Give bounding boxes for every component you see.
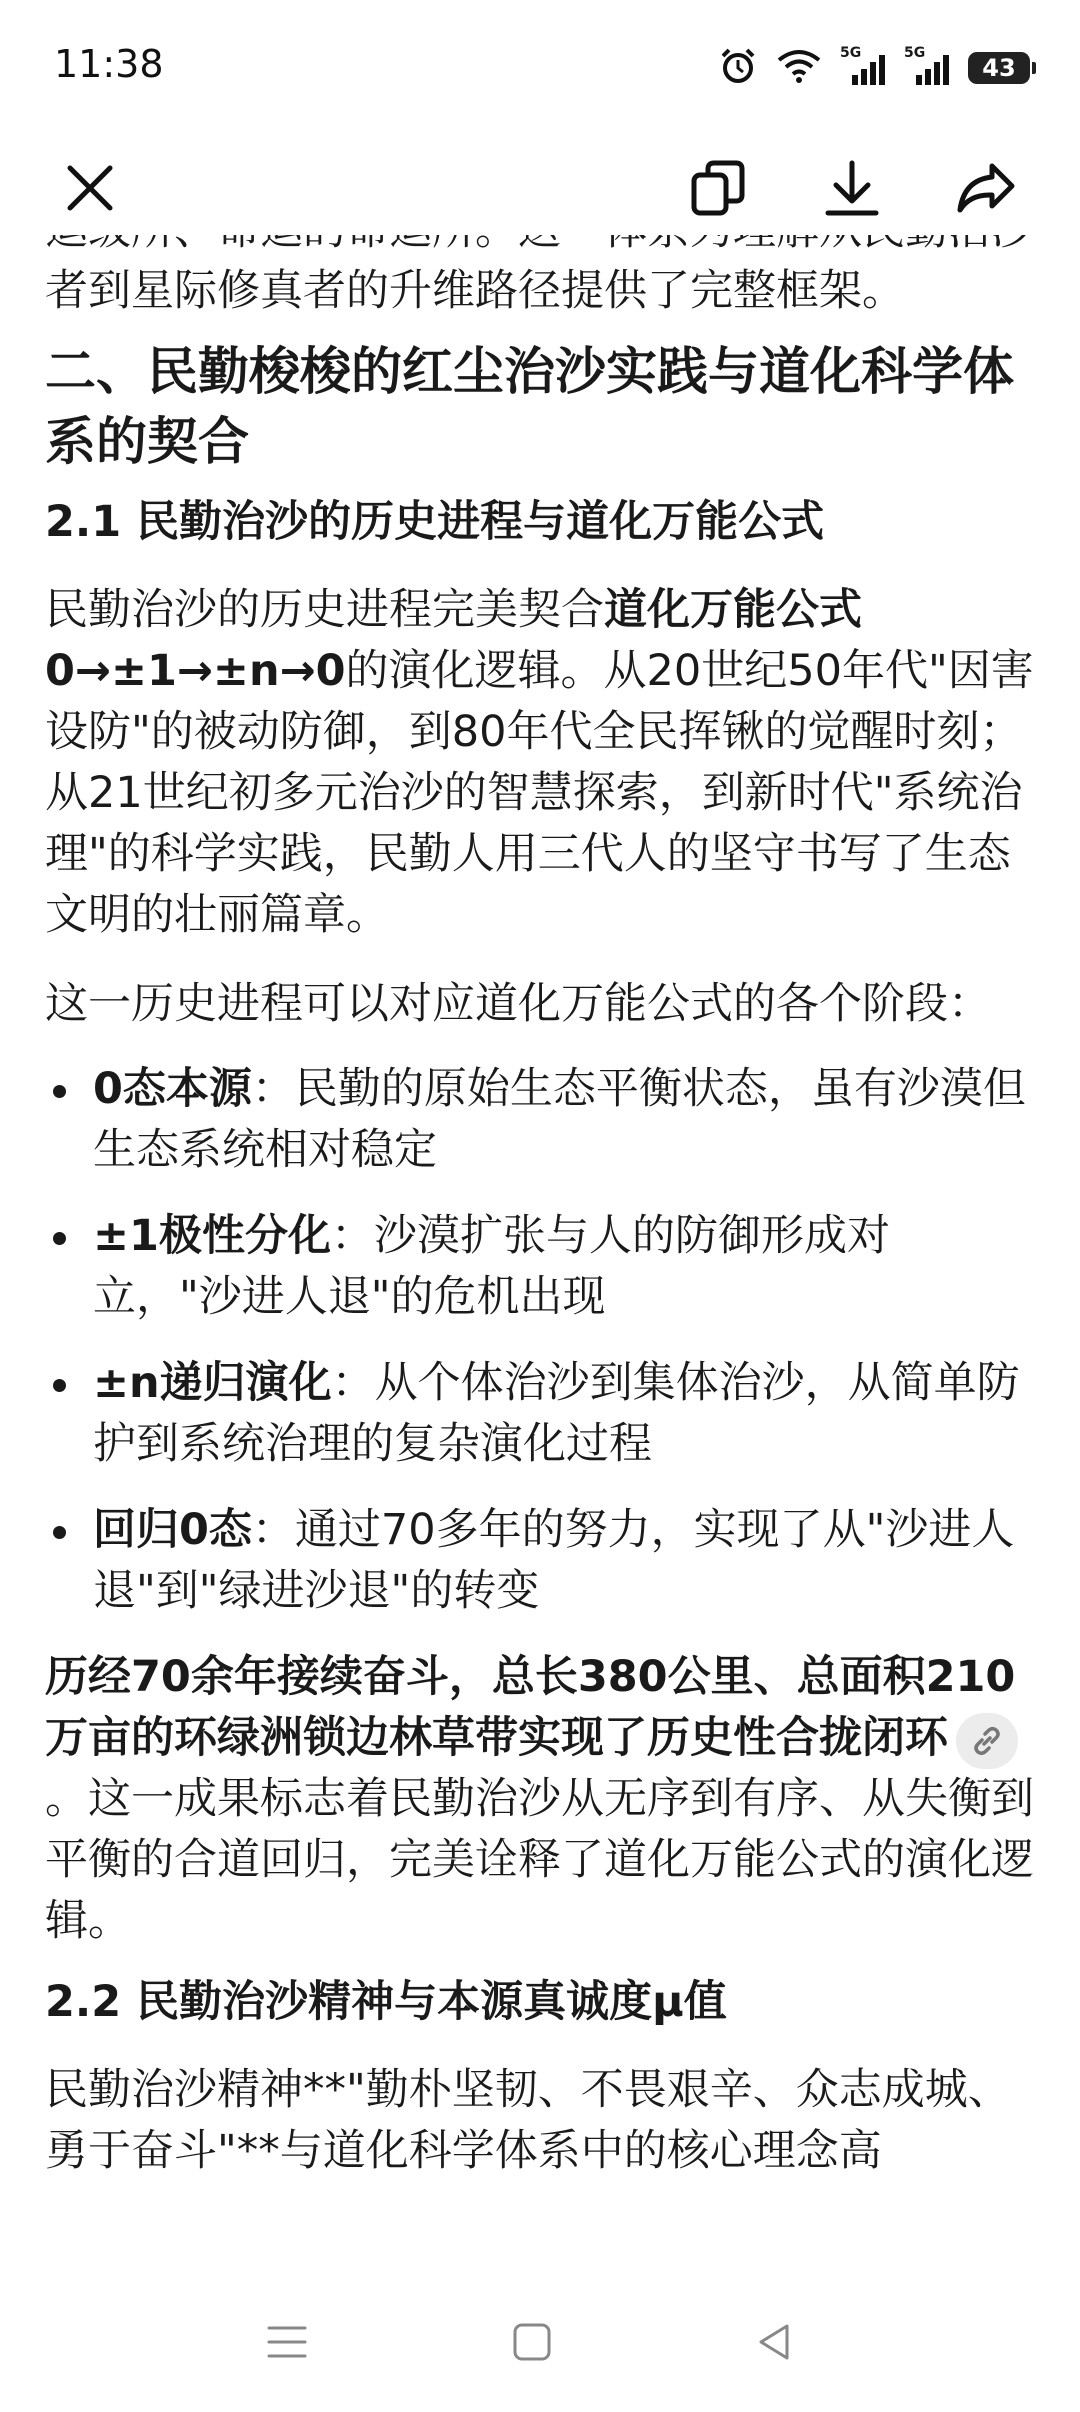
paragraph-1-text-b: 的演化逻辑。从20世纪50年代"因害设防"的被动防御，到80年代全民挥锹的觉醒时刻；从21世纪初多元治沙的智慧探索，到新时代"系统治理"的科学实践，民勤人用三代人的坚守书写了生态文明的壮丽篇章。	[45, 646, 1034, 940]
paragraph-1	[45, 580, 1035, 946]
source-link-button[interactable]	[956, 1713, 1018, 1769]
list-item-term: 回归0态	[93, 1505, 252, 1555]
status-time: 11:38	[54, 42, 164, 86]
list-item-text: ：从个体治沙到集体治沙，从简单防护到系统治理的复杂演化过程	[93, 1358, 1020, 1469]
cell-signal-icon	[840, 45, 886, 87]
system-nav-bar	[0, 2272, 1080, 2412]
paragraph-3	[45, 1647, 1035, 1952]
intro-paragraph-tail: 者到星际修真者的升维路径提供了完整框架。	[45, 266, 905, 316]
list-item	[45, 1500, 1035, 1622]
paragraph-4: 民勤治沙精神**"勤朴坚韧、不畏艰辛、众志成城、勇于奋斗"**与道化科学体系中的核心理念高	[45, 2065, 1011, 2176]
menu-icon	[267, 2324, 307, 2360]
article-content	[45, 200, 1035, 2182]
copy-button[interactable]	[678, 148, 758, 228]
close-icon	[64, 162, 116, 214]
stage-list	[45, 1059, 1035, 1622]
toolbar	[0, 140, 1080, 235]
download-button[interactable]	[812, 148, 892, 228]
list-item-text: ：通过70多年的努力，实现了从"沙进人退"到"绿进沙退"的转变	[93, 1505, 1015, 1616]
download-icon	[824, 159, 880, 217]
paragraph-2: 这一历史进程可以对应道化万能公式的各个阶段：	[45, 979, 991, 1029]
formula-bold: 道化万能公式 0→±1→±n→0	[45, 585, 862, 696]
list-item-text: ：沙漠扩张与人的防御形成对立，"沙进人退"的危机出现	[93, 1211, 890, 1322]
list-item	[45, 1206, 1035, 1328]
list-item-term: ±1极性分化	[93, 1211, 331, 1261]
subsection-2-2-title: 2.2 民勤治沙精神与本源真诚度μ值	[45, 1977, 727, 2027]
home-button[interactable]	[497, 2312, 567, 2372]
list-item-term: ±n递归演化	[93, 1358, 332, 1408]
network-type-label: 5G	[840, 45, 862, 61]
share-button[interactable]	[946, 148, 1026, 228]
status-bar	[0, 0, 1080, 140]
close-button[interactable]	[50, 148, 130, 228]
subsection-2-1-title: 2.1 民勤治沙的历史进程与道化万能公式	[45, 497, 825, 547]
cell-signal-icon-2	[904, 45, 950, 87]
status-icons	[718, 46, 1030, 90]
home-icon	[512, 2322, 552, 2362]
copy-icon	[690, 159, 746, 217]
battery-icon: 43	[968, 52, 1030, 84]
section-2-title: 二、民勤梭梭的红尘治沙实践与道化科学体系的契合	[45, 343, 1015, 472]
paragraph-3-text: 。这一成果标志着民勤治沙从无序到有序、从失衡到平衡的合道回归，完美诠释了道化万能公式的演化逻辑。	[45, 1774, 1034, 1946]
share-icon	[956, 162, 1016, 214]
list-item	[45, 1353, 1035, 1475]
list-item-term: 0态本源	[93, 1064, 252, 1114]
paragraph-1-text-a: 民勤治沙的历史进程完美契合	[45, 585, 604, 635]
back-button[interactable]	[740, 2312, 810, 2372]
alarm-icon	[718, 46, 758, 90]
back-icon	[755, 2322, 795, 2362]
paragraph-3-bold: 历经70余年接续奋斗，总长380公里、总面积210万亩的环绿洲锁边林草带实现了历史性合拢闭环	[45, 1652, 1016, 1763]
link-icon	[970, 1724, 1004, 1758]
network-type-label-2: 5G	[904, 45, 926, 61]
list-item	[45, 1059, 1035, 1181]
menu-button[interactable]	[252, 2312, 322, 2372]
wifi-icon	[776, 48, 822, 88]
list-item-text: ：民勤的原始生态平衡状态，虽有沙漠但生态系统相对稳定	[93, 1064, 1026, 1175]
content-fade	[0, 2235, 1080, 2275]
